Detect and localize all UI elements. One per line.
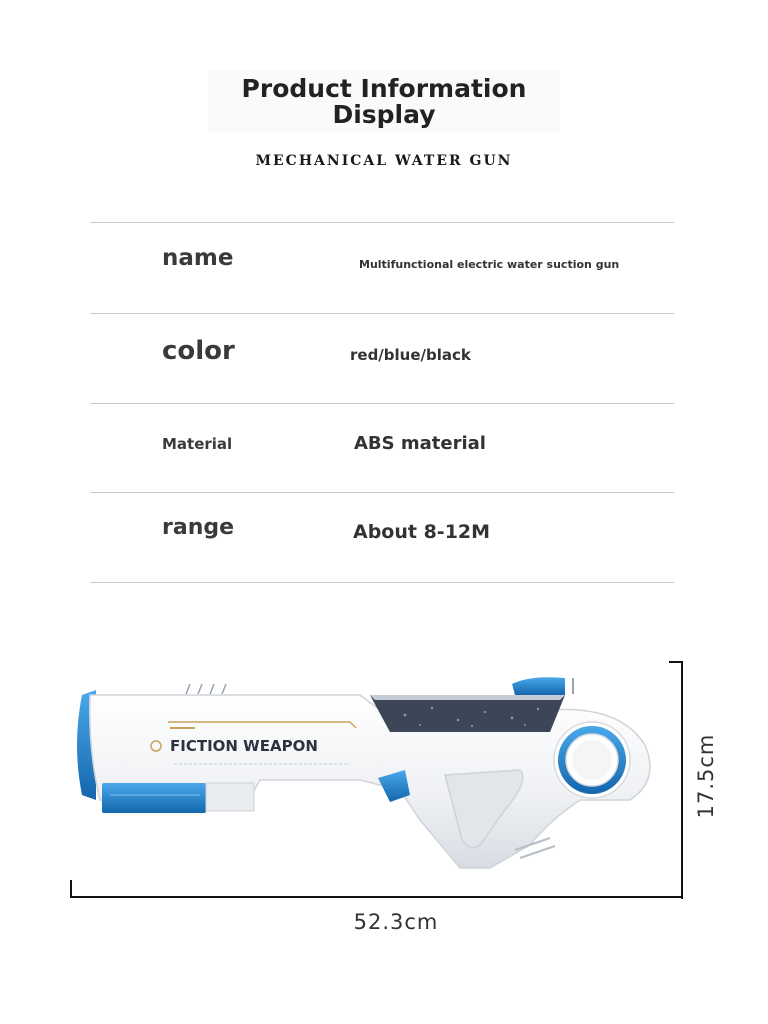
height-dimension-tick — [669, 661, 683, 663]
spec-value-name: Multifunctional electric water suction gun — [359, 258, 620, 271]
title-block — [208, 70, 560, 132]
length-label: 52.3cm — [353, 910, 439, 934]
table-divider — [90, 222, 674, 223]
table-divider — [90, 582, 674, 583]
length-dimension-tick — [70, 880, 72, 898]
fill-cap — [512, 677, 565, 695]
page-title-line-1: Product Information — [241, 74, 527, 103]
spec-label-range: range — [162, 515, 235, 540]
vent-lines — [186, 684, 226, 694]
table-divider — [90, 313, 674, 314]
product-subtitle: MECHANICAL WATER GUN — [255, 153, 513, 169]
length-dimension-line — [70, 896, 683, 898]
water-tank — [370, 695, 565, 732]
spec-label-color: color — [162, 336, 235, 366]
height-label: 17.5cm — [694, 733, 718, 819]
page-title-line-2: Display — [332, 100, 436, 129]
table-divider — [90, 403, 674, 404]
spec-value-range: About 8-12M — [353, 521, 491, 543]
pump-handle — [102, 783, 206, 813]
table-divider — [90, 492, 674, 493]
spec-value-color: red/blue/black — [350, 346, 471, 364]
brand-logo: FICTION WEAPON — [170, 737, 318, 755]
spec-value-material: ABS material — [354, 433, 486, 454]
height-dimension-line — [681, 661, 683, 899]
water-gun-illustration — [60, 670, 670, 880]
spec-label-material: Material — [162, 435, 233, 453]
spec-label-name: name — [162, 245, 234, 271]
